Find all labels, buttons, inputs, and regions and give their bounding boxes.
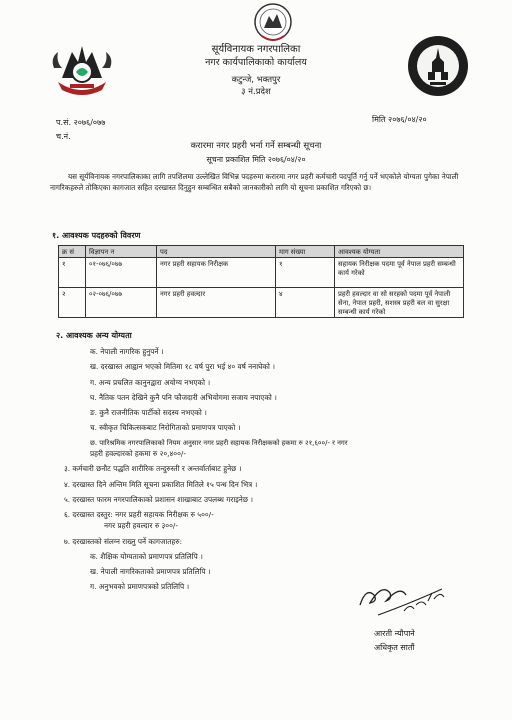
- reference-number: प.सं. २०७६/०७७: [56, 118, 106, 127]
- point-3: ३. कर्मचारी छनौट पद्धति शारीरिक तन्दुरुस्ती र अन्तर्वार्ताबाट हुनेछ ।: [64, 464, 242, 473]
- col-header-ad-no: विज्ञापन न: [86, 246, 157, 258]
- point-6: ६. दरखास्त दस्तुर: नगर प्रहरी सहायक निरीक्षक रु ५००/-: [64, 510, 214, 519]
- section1-heading: १. आवश्यक पदहरुको विवरण: [52, 231, 141, 240]
- point-4: ४. दरखास्त दिने अन्तिम मिति सूचना प्रकाशित मितिले १५ पन्ध दिन भित्र ।: [64, 480, 258, 489]
- dispatch-number: च.नं.: [56, 132, 71, 141]
- col-header-demand: माग संख्या: [276, 246, 335, 258]
- cell-ad-no: ०२-०७६/०७७: [86, 288, 157, 318]
- point-6-continued: नगर प्रहरी हवल्दार रु ३००/-: [104, 521, 178, 530]
- table-header-row: [59, 246, 464, 258]
- notice-title: करारमा नगर प्रहरी भर्ना गर्ने सम्बन्धी सूचना: [190, 141, 322, 151]
- cell-sn: २: [59, 288, 86, 318]
- province-name: ३ नं.प्रदेश: [241, 87, 271, 97]
- cell-post: नगर प्रहरी हवल्दार: [157, 288, 276, 318]
- office-address: कटुन्जे, भक्तपुर: [231, 75, 281, 85]
- municipality-name: सूर्यविनायक नगरपालिका: [211, 44, 301, 55]
- cell-ad-no: ०१-०७६/०७७: [86, 258, 157, 288]
- list-item: ग. अन्य प्रचलित कानुनद्वारा अयोग्य नभएको ।: [90, 378, 211, 387]
- col-header-sn: क्र सं: [59, 246, 86, 258]
- seal-icon: [406, 34, 470, 98]
- list-item: क. नेपाली नागरिक हुनुपर्ने ।: [90, 347, 164, 356]
- list-item: ग. अनुभवको प्रमाणपत्रको प्रतिलिपि ।: [90, 582, 190, 591]
- requirements-table: [58, 245, 464, 318]
- list-item: ख. दरखास्त आह्वान भएको मितिमा १८ वर्ष पुरा भई ४० वर्ष ननाघेको ।: [90, 362, 276, 371]
- handwritten-signature: [356, 575, 452, 619]
- intro-paragraph: यस सूर्यविनायक नगरपालिकाका लागि तपशिलमा उल्लेखित विभिन्न पदहरुमा करारमा नगर प्रहरी कर्मचारी पदपूर्ति गर्नु पर्ने भएकोले योग्यता पुगेका नेपाली नागरिकहरुले तोकिएका कागजात सहित दरखास्त दिनुहुन सम्बन्धित सबैको जानकारीको लागि यो सूचना प्रकाशित गरिएको छ।: [50, 172, 459, 192]
- cell-post: नगर प्रहरी सहायक निरीक्षक: [157, 258, 276, 288]
- cell-qualification: प्रहरी हवल्दार वा सो सरहको पदमा पूर्व नेपाली सेना, नेपाल प्रहरी, सशस्त्र प्रहरी बल वा सुरक्षा सम्बन्धी कार्य गरेको: [335, 288, 464, 318]
- section7-heading: ७. दरखास्तको संलग्न राख्नु पर्ने कागजातहरु:: [64, 537, 183, 546]
- publish-date: सूचना प्रकाशित मिति २०७६/०४/२०: [206, 155, 306, 164]
- nepal-emblem-icon: [48, 38, 116, 98]
- municipality-logo-icon: [250, 2, 296, 44]
- section2-heading: २. आवश्यक अन्य योग्यता: [56, 331, 132, 340]
- col-header-post: पद: [157, 246, 276, 258]
- list-item: क. शैक्षिक योग्यताको प्रमाणपत्र प्रतिलिपि ।: [90, 552, 203, 561]
- cell-demand: ४: [276, 288, 335, 318]
- document-date: मिति २०७६/०४/२०: [372, 115, 427, 124]
- list-item: प्रहरी हवल्दारको हकमा रु २०,४००/-: [90, 449, 186, 458]
- table-row: [59, 258, 464, 288]
- office-name: नगर कार्यपालिकाको कार्यालय: [205, 57, 307, 68]
- cell-qualification: सहायक निरीक्षक पदमा पूर्व नेपाल प्रहरी सम्बन्धी कार्य गरेको: [335, 258, 464, 288]
- col-header-qualification: आवश्यक योग्यता: [335, 246, 464, 258]
- signer-designation: अधिकृत सातौं: [374, 643, 415, 652]
- list-item: ङ. कुनै राजनीतिक पार्टीको सदस्य नभएको ।: [90, 408, 207, 417]
- signer-name: आरती न्यौपाने: [374, 629, 415, 638]
- table-row: [59, 288, 464, 318]
- list-item: छ. पारिश्रमिक नगरपालिकाको नियम अनुसार नगर प्रहरी सहायक निरीक्षकको हकमा रु २१,६००/- र नगर: [90, 439, 348, 447]
- list-item: ख. नेपाली नागरिकताको प्रमाणपत्र प्रतिलिपि ।: [90, 567, 211, 576]
- list-item: च. स्वीकृत चिकित्सकबाट निरोगिताको प्रमाणपत्र पाएको ।: [90, 423, 241, 432]
- point-5: ५. दरखास्त फारम नगरपालिकाको प्रशासन शाखाबाट उपलब्ध गराइनेछ ।: [64, 495, 254, 504]
- cell-demand: १: [276, 258, 335, 288]
- list-item: घ. नैतिक पतन देखिने कुनै पनि फौजदारी अभियोगमा सजाय नपाएको ।: [90, 393, 277, 402]
- cell-sn: १: [59, 258, 86, 288]
